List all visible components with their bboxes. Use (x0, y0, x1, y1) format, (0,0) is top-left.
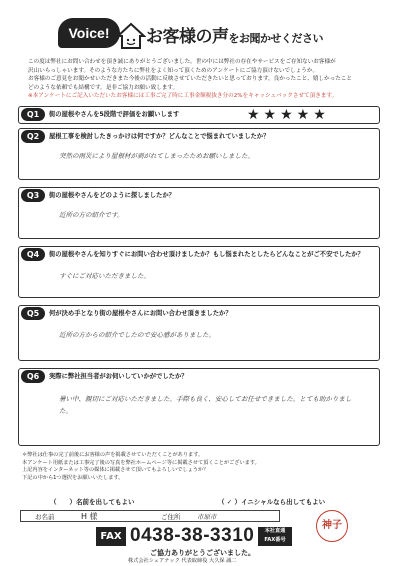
fax-side-label (258, 527, 292, 546)
intro-line: どのような依頼でも結構です。是非ご協力お願い致します。 (28, 84, 179, 91)
address-label: ご住所 (161, 513, 181, 521)
fine-line: 本アンケート用紙または工事完了後の写真を弊社ホームページ等に掲載させて頂くことがございます。 (22, 459, 260, 466)
question-text: 何が決め手となり街の屋根やさんにお問い合わせ頂きましたか？ (49, 310, 232, 317)
cashback-note: ※本アンケートにご記入いただいたお客様には工事ご完了時に工事金額税抜き分の2%をキャッシュバックさせて頂きます。 (28, 93, 338, 100)
question-number: Q6 (21, 370, 45, 383)
title-rest: をお聞かせください (228, 32, 323, 45)
fax-side-text: 本社直通 (264, 528, 286, 534)
name-value[interactable]: H 様 (81, 512, 98, 521)
fine-line: ＊弊社は仕事の完了前後にお客様の声を掲載させていただくことがあります。 (22, 452, 204, 458)
house-icon (116, 22, 146, 50)
fax-block (96, 527, 256, 546)
voice-badge: Voice! (58, 18, 120, 48)
disclosure-text (22, 452, 382, 482)
question-6 (18, 368, 380, 446)
permission-options (40, 497, 380, 507)
company-name: 株式会社シェアテック 代表取締役 大久保 誠二 (128, 558, 237, 564)
answer-text: 突然の雨災により屋根材が剥がれてしまったためお願いしました。 (59, 152, 254, 160)
question-number: Q3 (21, 189, 45, 202)
question-2 (18, 128, 380, 180)
fine-line: 上記内容をインターネット等の媒体に掲載させて頂いてもよろしいでしょうか？ (22, 467, 209, 474)
intro-line: この度は弊社にお問い合わせを頂き誠にありがとうございました。世の中には弊社の存在やサービスをご存知ないお客様が (28, 59, 336, 65)
address-value[interactable]: 市原市 (197, 513, 217, 521)
page-title (146, 22, 323, 47)
answer-text: 近所の方の紹介です。 (59, 211, 124, 219)
title-main: お客様の声 (146, 27, 229, 47)
intro-line: 沢山いらっしゃいます。そのような方たちに弊社をよく知って頂くためのアンケートにご協力頂けないでしょうか。 (28, 67, 319, 74)
question-4 (18, 246, 380, 298)
question-number: Q1 (21, 108, 45, 121)
rating-stars: ★★★★★ (247, 107, 330, 123)
intro-text (28, 58, 378, 101)
option-name-ok[interactable]: （ ）名前を出してもよい (50, 498, 135, 506)
intro-line: お客様のご意見をお聞かせいただきまた今後の活動に反映させていただきたいと思っております。良かったこと、嬉しかったこと (28, 76, 352, 83)
question-1 (18, 106, 380, 124)
thanks-text: ご協力ありがとうございました。 (150, 549, 255, 557)
seal-stamp: 神子 (316, 510, 348, 542)
question-number: Q2 (21, 130, 45, 143)
question-text: 街の屋根やさんを5段階で評価をお願いします (49, 111, 180, 118)
question-number: Q4 (21, 248, 45, 261)
question-text: 街の屋根やさんをどのように探しましたか？ (49, 192, 175, 199)
signature-row (20, 510, 280, 522)
question-text: 屋根工事を検討したきっかけは何ですか？どんなことで悩まれていましたか？ (49, 133, 270, 140)
question-text: 実際に弊社担当者がお伺いしていかがでしたか？ (49, 373, 188, 380)
answer-text: すぐにご対応いただきました。 (59, 272, 150, 280)
answer-text: 近所の方からの紹介でしたので安心感がありました。 (59, 331, 215, 339)
fax-number: 0438-38-3310 (130, 525, 255, 546)
name-label: お名前 (35, 513, 55, 521)
fax-label: FAX (96, 527, 126, 546)
fine-line: 下記の中から1つ選択をお願いいたします。 (22, 474, 124, 481)
question-3 (18, 187, 380, 239)
question-5 (18, 305, 380, 361)
question-text: 街の屋根やさんを知りすぐにお問い合わせ頂けましたか？もし悩まれたとしたらどんなことがご不安でしたか？ (49, 251, 364, 258)
question-number: Q5 (21, 307, 45, 320)
answer-text: 暑い中、親切にご対応いただきました。手際も良く、安心してお任せできました。とても助かりました。 (59, 395, 352, 415)
option-initials-ok[interactable]: （ ✓ ）イニシャルなら出してもよい (218, 498, 326, 506)
fax-side-text: FAX番号 (264, 537, 286, 543)
